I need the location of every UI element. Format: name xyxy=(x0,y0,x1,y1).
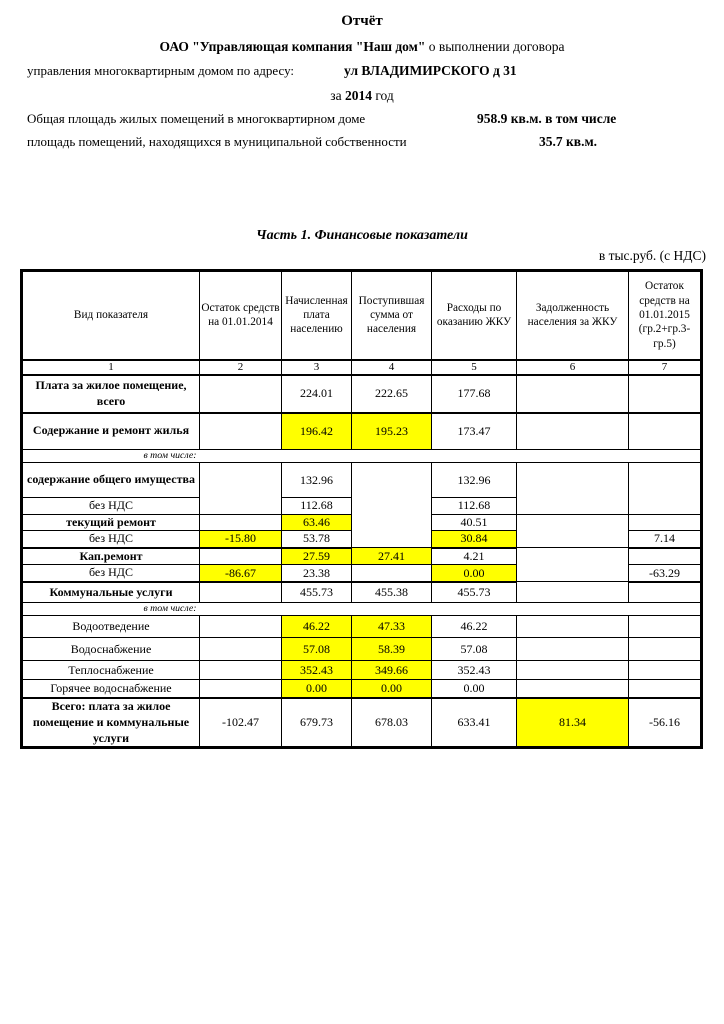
value-cell: 57.08 xyxy=(282,638,352,661)
col-number: 5 xyxy=(432,360,517,375)
col-number: 2 xyxy=(200,360,282,375)
subheader-filler xyxy=(200,450,702,463)
value-cell: 132.96 xyxy=(282,463,352,498)
value-cell: 112.68 xyxy=(282,498,352,515)
value-cell: 46.22 xyxy=(282,616,352,638)
value-cell xyxy=(629,413,702,450)
table-row xyxy=(22,548,702,565)
subheader-row xyxy=(22,450,702,463)
value-cell: 4.21 xyxy=(432,548,517,565)
table-row xyxy=(22,680,702,698)
value-cell: 23.38 xyxy=(282,565,352,582)
row-label: без НДС xyxy=(22,531,200,548)
value-cell: 222.65 xyxy=(352,375,432,413)
total-area-value: 958.9 кв.м. в том числе xyxy=(477,111,617,126)
total-area-label: Общая площадь жилых помещений в многоквартирном доме xyxy=(27,111,366,126)
value-cell: 455.73 xyxy=(432,582,517,603)
value-cell: 173.47 xyxy=(432,413,517,450)
value-cell: 633.41 xyxy=(432,698,517,748)
value-cell: 224.01 xyxy=(282,375,352,413)
row-label: Горячее водоснабжение xyxy=(22,680,200,698)
value-cell xyxy=(200,463,282,515)
value-cell: 58.39 xyxy=(352,638,432,661)
municipal-area-label: площадь помещений, находящихся в муниципальной собственности xyxy=(27,134,407,149)
value-cell: 7.14 xyxy=(629,531,702,548)
value-cell xyxy=(200,680,282,698)
column-numbers-row xyxy=(22,360,702,375)
col-header-expenses: Расходы по оказанию ЖКУ xyxy=(432,271,517,360)
row-label: Содержание и ремонт жилья xyxy=(22,413,200,450)
col-header-closing-balance: Остаток средств на 01.01.2015 (гр.2+гр.3-гр.5) xyxy=(629,271,702,360)
units-note: в тыс.руб. (с НДС) xyxy=(598,248,706,263)
value-cell: 57.08 xyxy=(432,638,517,661)
value-cell: 455.73 xyxy=(282,582,352,603)
value-cell: 47.33 xyxy=(352,616,432,638)
value-cell xyxy=(517,582,629,603)
col-header-indicator-type: Вид показателя xyxy=(22,271,200,360)
value-cell: 27.59 xyxy=(282,548,352,565)
value-cell xyxy=(200,413,282,450)
value-cell: 46.22 xyxy=(432,616,517,638)
subheader-row xyxy=(22,603,702,616)
value-cell xyxy=(517,413,629,450)
col-header-accrued-payment: Начисленная плата населению xyxy=(282,271,352,360)
value-cell: -56.16 xyxy=(629,698,702,748)
value-cell xyxy=(629,616,702,638)
value-cell xyxy=(352,463,432,548)
col-header-opening-balance: Остаток средств на 01.01.2014 xyxy=(200,271,282,360)
value-cell xyxy=(200,375,282,413)
table-row xyxy=(22,698,702,748)
row-label: содержание общего имущества xyxy=(22,463,200,498)
col-header-received-sum: Поступившая сумма от населения xyxy=(352,271,432,360)
col-number: 6 xyxy=(517,360,629,375)
value-cell: 40.51 xyxy=(432,514,517,531)
value-cell xyxy=(629,548,702,565)
col-number: 4 xyxy=(352,360,432,375)
value-cell xyxy=(200,514,282,531)
financial-table xyxy=(20,269,703,749)
value-cell xyxy=(200,548,282,565)
value-cell xyxy=(200,616,282,638)
total-area-line xyxy=(0,111,724,127)
subheader-label: в том числе: xyxy=(22,603,200,616)
row-label: Водоснабжение xyxy=(22,638,200,661)
address-value: ул ВЛАДИМИРСКОГО д 31 xyxy=(344,63,517,78)
value-cell xyxy=(629,638,702,661)
address-label: управления многоквартирным домом по адресу: xyxy=(27,63,295,78)
value-cell xyxy=(629,582,702,603)
value-cell xyxy=(629,661,702,680)
value-cell: 678.03 xyxy=(352,698,432,748)
value-cell: -86.67 xyxy=(200,565,282,582)
year-prefix: за xyxy=(330,88,342,103)
municipal-area-value: 35.7 кв.м. xyxy=(539,134,598,149)
value-cell xyxy=(517,514,629,548)
col-number: 7 xyxy=(629,360,702,375)
value-cell: 349.66 xyxy=(352,661,432,680)
row-label: Теплоснабжение xyxy=(22,661,200,680)
value-cell: 352.43 xyxy=(432,661,517,680)
value-cell: 177.68 xyxy=(432,375,517,413)
row-label: Коммунальные услуги xyxy=(22,582,200,603)
year-line xyxy=(0,88,724,104)
row-label: Всего: плата за жилое помещение и коммунальные услуги xyxy=(22,698,200,748)
subtitle-rest: о выполнении договора xyxy=(425,39,565,54)
value-cell: 112.68 xyxy=(432,498,517,515)
value-cell: 0.00 xyxy=(432,565,517,582)
value-cell: 352.43 xyxy=(282,661,352,680)
table-header-row xyxy=(22,271,702,360)
row-label: без НДС xyxy=(22,565,200,582)
value-cell: 0.00 xyxy=(282,680,352,698)
value-cell xyxy=(200,661,282,680)
table-row xyxy=(22,375,702,413)
value-cell xyxy=(517,463,629,515)
value-cell xyxy=(629,375,702,413)
table-row xyxy=(22,413,702,450)
address-line xyxy=(0,63,724,79)
value-cell xyxy=(352,565,432,582)
value-cell: 27.41 xyxy=(352,548,432,565)
value-cell xyxy=(517,661,629,680)
value-cell xyxy=(629,463,702,515)
municipal-area-line xyxy=(0,134,724,150)
subheader-filler xyxy=(200,603,702,616)
value-cell: 0.00 xyxy=(432,680,517,698)
col-number: 3 xyxy=(282,360,352,375)
value-cell: -102.47 xyxy=(200,698,282,748)
year-suffix: год xyxy=(375,88,394,103)
value-cell: 196.42 xyxy=(282,413,352,450)
value-cell: -63.29 xyxy=(629,565,702,582)
org-name: ОАО "Управляющая компания "Наш дом" xyxy=(159,39,426,54)
value-cell xyxy=(517,680,629,698)
row-label: Водоотведение xyxy=(22,616,200,638)
value-cell: 455.38 xyxy=(352,582,432,603)
value-cell: 63.46 xyxy=(282,514,352,531)
row-label: Кап.ремонт xyxy=(22,548,200,565)
row-label: без НДС xyxy=(22,498,200,515)
subheader-label: в том числе: xyxy=(22,450,200,463)
report-subtitle xyxy=(0,39,724,55)
table-row xyxy=(22,638,702,661)
value-cell xyxy=(629,514,702,531)
value-cell: 132.96 xyxy=(432,463,517,498)
value-cell xyxy=(200,638,282,661)
value-cell xyxy=(517,548,629,582)
value-cell xyxy=(517,616,629,638)
col-number: 1 xyxy=(22,360,200,375)
section-title: Часть 1. Финансовые показатели xyxy=(256,228,468,243)
table-row xyxy=(22,661,702,680)
value-cell xyxy=(629,680,702,698)
year-value: 2014 xyxy=(344,88,372,103)
report-title: Отчёт xyxy=(341,13,383,29)
value-cell: 30.84 xyxy=(432,531,517,548)
row-label: текущий ремонт xyxy=(22,514,200,531)
value-cell: 679.73 xyxy=(282,698,352,748)
value-cell: 0.00 xyxy=(352,680,432,698)
value-cell xyxy=(517,375,629,413)
value-cell xyxy=(517,638,629,661)
table-row xyxy=(22,616,702,638)
value-cell: 53.78 xyxy=(282,531,352,548)
col-header-population-debt: Задолженность населения за ЖКУ xyxy=(517,271,629,360)
value-cell xyxy=(200,582,282,603)
table-row xyxy=(22,463,702,498)
table-row xyxy=(22,582,702,603)
value-cell: 195.23 xyxy=(352,413,432,450)
value-cell: 81.34 xyxy=(517,698,629,748)
row-label: Плата за жилое помещение, всего xyxy=(22,375,200,413)
value-cell: -15.80 xyxy=(200,531,282,548)
